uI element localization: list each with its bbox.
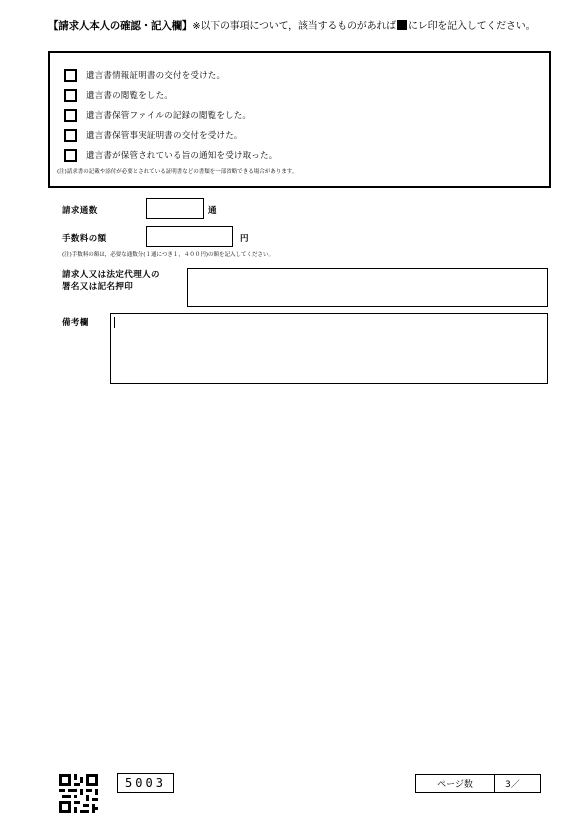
instruction-text-pre: ※以下の事項について，該当するものがあれば [192, 21, 396, 32]
qr-code-icon [59, 774, 98, 813]
checklist-note: (注)請求書の記載や添付が必要とされている証明書などの書類を一部省略できる場合があります。 [57, 169, 298, 175]
page-number-box [415, 774, 541, 793]
instruction-text-post: にレ印を記入してください。 [407, 21, 536, 32]
page-number-label: ページ数 [416, 775, 495, 792]
section-header [48, 17, 535, 33]
signature-label-line2: 署名又は記名押印 [62, 282, 134, 292]
fee-note: (注)手数料の額は，必要な通数分(１通につき１，４００円)の額を記入してください。 [62, 252, 274, 258]
checklist-item[interactable] [64, 88, 173, 102]
checklist-item[interactable] [64, 68, 225, 82]
checklist-item-label: 遺言書の閲覧をした。 [86, 91, 174, 101]
checkbox[interactable] [64, 149, 77, 162]
checkbox-sample-icon [397, 20, 407, 30]
checkbox[interactable] [64, 129, 77, 142]
page-number-value: 3／ [505, 780, 520, 790]
section-title: 【請求人本人の確認・記入欄】 [48, 20, 193, 32]
checklist-item-label: 遺言書保管事実証明書の交付を受けた。 [86, 131, 243, 141]
fee-label: 手数料の額 [62, 234, 107, 244]
remarks-label: 備考欄 [62, 318, 89, 328]
checklist-item-label: 遺言書保管ファイルの記録の閲覧をした。 [86, 111, 252, 121]
form-code: 5003 [117, 773, 174, 793]
checklist-frame [48, 51, 551, 188]
signature-field[interactable] [187, 268, 548, 307]
checkbox[interactable] [64, 109, 77, 122]
checkbox[interactable] [64, 69, 77, 82]
fee-input[interactable] [146, 226, 233, 247]
copies-input[interactable] [146, 198, 204, 219]
fee-unit: 円 [240, 234, 249, 244]
remarks-field[interactable] [110, 313, 548, 384]
signature-label-line1: 請求人又は法定代理人の [62, 270, 160, 280]
checkbox[interactable] [64, 89, 77, 102]
copies-label: 請求通数 [62, 206, 98, 216]
checklist-item[interactable] [64, 108, 251, 122]
checklist-item[interactable] [64, 128, 243, 142]
checklist-item-label: 遺言書情報証明書の交付を受けた。 [86, 71, 226, 81]
text-cursor [114, 317, 115, 328]
checklist-item-label: 遺言書が保管されている旨の通知を受け取った。 [86, 151, 278, 161]
checklist-item[interactable] [64, 148, 277, 162]
copies-unit: 通 [208, 206, 217, 216]
